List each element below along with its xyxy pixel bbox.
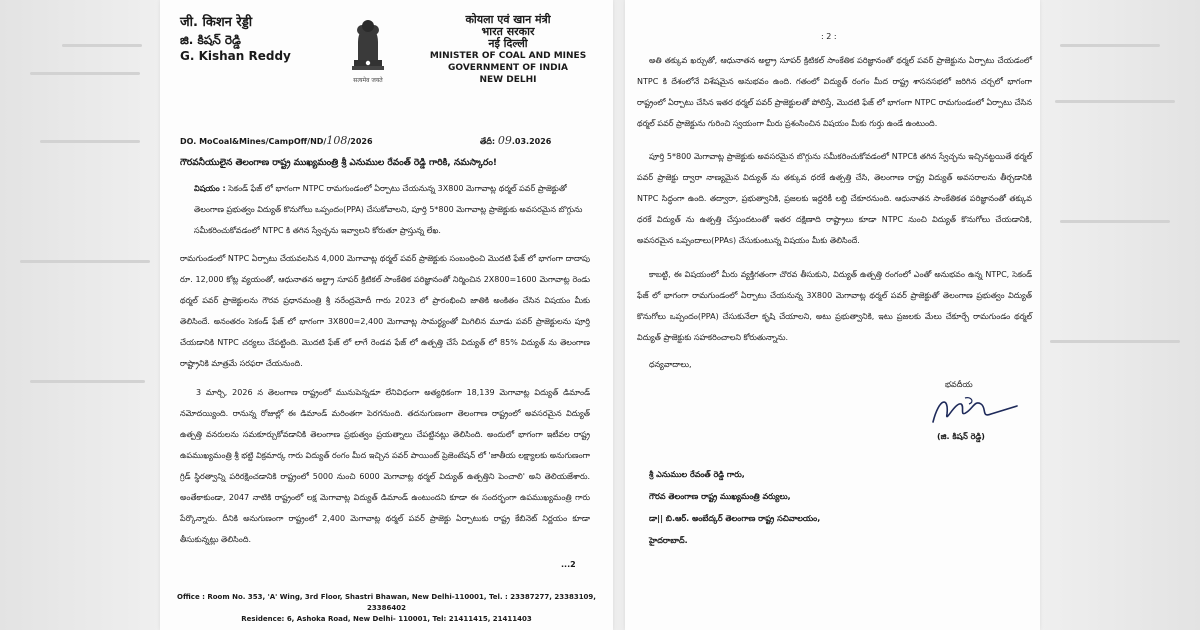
background-ghost-text — [62, 44, 142, 47]
residence-address — [160, 614, 613, 625]
reference-year: /2026 — [347, 137, 373, 146]
office-address — [160, 592, 613, 614]
background-ghost-text — [20, 260, 150, 263]
address-line: గౌరవ తెలంగాణ రాష్ట్ర ముఖ్యమంత్రి వర్యులు, — [649, 492, 791, 501]
subject-block — [194, 178, 589, 241]
closing-thanks: ధన్యవాదాలు, — [649, 360, 692, 369]
page-number: : 2 : — [821, 32, 837, 41]
background-ghost-text — [1050, 340, 1180, 343]
reference-prefix: DO. MoCoal&Mines/CampOff/ND/ — [180, 137, 327, 146]
address-line: శ్రీ ఎనుముల రేవంత్ రెడ్డి గారు, — [649, 470, 745, 479]
recipient-address — [649, 464, 820, 552]
residence-label: Residence: — [241, 615, 285, 623]
body-paragraph-2: 3 మార్చి, 2026 న తెలంగాణ రాష్ట్రంలో మునుపెన్నడూ లేనివిధంగా అత్యధికంగా 18,139 మెగావాట్ల విద్యుత్ డిమాండ్ నమోదయ్యింది. రానున్న రోజుల్లో ఈ డిమాండ్ మరింతగా పెరగనుంది. తదనుగుణంగా తెలంగాణ రాష్ట్రంలో అవసరమైన విద్యుత్ ఉత్పత్తి వనరులను సమకూర్చుకోవడానికి తెలంగాణ ప్రభుత్వం ప్రయత్నాలు చేపట్టినట్లు తెలిసింది. అందులో భాగంగా ఇటీవల రాష్ట్ర ఉపముఖ్యమంత్రి శ్రీ భట్టి విక్రమార్క గారు విద్యుత్ రంగం మీద ఇచ్చిన పవర్ పాయింట్ ప్రెజెంటేషన్ లో 'జాతీయ లక్ష్యాలకు అనుగుణంగా గ్రిడ్ స్థిరత్వాన్ని పరిరక్షించడానికి రాష్ట్రంలో 5000 నుంచి 6000 మెగావాట్ల థర్మల్ విద్యుత్ ఉత్పత్తిని పెంచాలి' అని తెలియజేశారు. అంతేకాకుండా, 2047 నాటికి రాష్ట్రంలో లక్ష మెగావాట్ల విద్యుత్ డిమాండ్ ఉంటుందని కూడా ఈ సందర్భంగా ఉపముఖ్యమంత్రి గారు పేర్కొన్నారు. దీనికి అనుగుణంగా రాష్ట్రంలో 2,400 మెగావాట్ల థర్మల్ పవర్ ప్రాజెక్టు ఏర్పాటుకు రాష్ట్ర కేబినెట్ నిర్ణయం కూడా తీసుకున్నట్లు తెలిసింది. — [180, 388, 590, 544]
background-left — [0, 0, 160, 630]
subject-text: సెకండ్ ఫేజ్ లో భాగంగా NTPC రామగుండంలో ఏర్పాటు చేయనున్న 3X800 మెగావాట్ల థర్మల్ పవర్ ప్రాజెక్టుతో తెలంగాణ ప్రభుత్వం విద్యుత్ కొనుగోలు ఒప్పందం(PPA) చేసుకోవాలని, పూర్తి 5*800 మెగావాట్ల ప్రాజెక్టుకు అవసరమైన బొగ్గును సమీకరించుకోవడంలో NTPC కి తగిన స్వేచ్ఛను ఇవ్వాలని కోరుతూ ప్రాస్తున్న లేఖ. — [194, 184, 583, 235]
city-english: NEW DELHI — [479, 75, 537, 85]
office-text: Room No. 353, 'A' Wing, 3rd Floor, Shastri Bhawan, New Delhi-110001, Tel. : 23387277, 23383109, 23386402 — [207, 593, 596, 612]
reference-handwritten-number: 108 — [326, 134, 348, 147]
background-right — [1040, 0, 1200, 630]
background-ghost-text — [1060, 44, 1160, 47]
background-ghost-text — [1055, 100, 1175, 103]
body-paragraph-5: కాబట్టి, ఈ విషయంలో మీరు వ్యక్తిగతంగా చొరవ తీసుకుని, విద్యుత్ ఉత్పత్తి రంగంలో ఎంతో అనుభవం ఉన్న NTPC, సెకండ్ ఫేజ్ లో భాగంగా రామగుండంలో ఏర్పాటు చేయనున్న 3X800 మెగావాట్ల థర్మల్ పవర్ ప్రాజెక్టుతో తెలంగాణ ప్రభుత్వం విద్యుత్ కొనుగోలు ఒప్పందం(PPA) చేసుకునేలా కృషి చేయాలని, అటు ప్రభుత్వానికి, ఇటు ప్రజలకు మేలు చేకూర్చే రామగుండం థర్మల్ విద్యుత్ ప్రాజెక్టుకు సహకరించాలని కోరుతున్నాను. — [637, 270, 1032, 342]
name-hindi: जी. किशन रेड्डी — [180, 15, 253, 30]
background-ghost-text — [40, 140, 140, 143]
letter-page-2 — [625, 0, 1040, 630]
date-rest: .03.2026 — [511, 137, 552, 146]
salutation: గౌరవనీయులైన తెలంగాణ రాష్ట్ర ముఖ్యమంత్రి శ్రీ ఎనుముల రేవంత్ రెడ్డి గారికి, నమస్కారం! — [180, 158, 498, 168]
letterhead-office-block — [428, 14, 588, 86]
signature-icon — [925, 392, 1025, 428]
letter-date — [480, 134, 551, 148]
office-label: Office : — [177, 593, 205, 601]
letterhead-name-block — [180, 14, 291, 65]
closing-yours: భవదీయ — [945, 380, 973, 389]
signer-name: (జి. కిషన్ రెడ్డి) — [937, 432, 985, 441]
body-paragraph-3: అతి తక్కువ ఖర్చుతో, ఆధునాతన అల్ట్రా సూపర్ క్రిటికల్ సాంకేతిక పరిజ్ఞానంతో థర్మల్ పవర్ ప్రాజెక్టును ఏర్పాటు చేయడంలో NTPC కి దేశంలోనే విశేషమైన అనుభవం ఉంది. గతంలో విద్యుత్ రంగం మీద రాష్ట్ర శాసనసభలో జరిగిన చర్చలో భాగంగా రాష్ట్రంలో ఏర్పాటు చేసిన ఇతర థర్మల్ పవర్ ప్రాజెక్టులతో పోలిస్తే, మొదటి ఫేజ్ లో భాగంగా NTPC రామగుండంలో ఏర్పాటు చేసిన థర్మల్ పవర్ ప్రాజెక్టును గురించి స్వయంగా మీరు ప్రశంసించిన విషయం మీకు గుర్తు ఉండే ఉంటుంది. — [637, 56, 1032, 128]
title-english: MINISTER OF COAL AND MINES — [429, 51, 587, 61]
letter-page-1 — [160, 0, 613, 630]
address-line: డా|| బి.ఆర్. అంబేద్కర్ తెలంగాణ రాష్ట్ర సచివాలయం, — [649, 514, 821, 523]
reference-number — [180, 134, 373, 147]
address-line: హైదరాబాద్. — [649, 536, 688, 545]
background-ghost-text — [30, 72, 140, 75]
govt-hindi: भारत सरकार — [481, 25, 535, 38]
emblem-caption: सत्यमेव जयते — [353, 77, 383, 84]
date-label: తేదీ: — [480, 137, 496, 146]
background-ghost-text — [1060, 220, 1170, 223]
background-ghost-text — [30, 380, 145, 383]
body-paragraph-1: రామగుండంలో NTPC ఏర్పాటు చేయవలసిన 4,000 మెగావాట్ల థర్మల్ పవర్ ప్రాజెక్టుకు సంబంధించి మొదటి ఫేజ్ లో భాగంగా దాదాపు రూ. 12,000 కోట్ల వ్యయంతో, ఆధునాతన అల్ట్రా సూపర్ క్రిటికల్ సాంకేతిక పరిజ్ఞానంతో నిర్మించిన 2X800=1600 మెగావాట్ల రెండు థర్మల్ పవర్ ప్రాజెక్టులను గౌరవ ప్రధానమంత్రి శ్రీ నరేంద్రమోదీ గారు 2023 లో ప్రారంభించి జాతికి అంకితం చేసిన విషయం మీకు తెలిసిందే. అనంతరం సెకండ్ ఫేజ్ లో భాగంగా 3X800=2,400 మెగావాట్ల సామర్థ్యంతో మిగిలిన మూడు పవర్ ప్రాజెక్టులను పూర్తి చేయడానికి NTPC చర్యలు చేపట్టింది. మొదటి ఫేజ్ లో లాగే రెండవ ఫేజ్ లో ఉత్పత్తి చేసే విద్యుత్ లో 85% విద్యుత్ ను తెలంగాణ రాష్ట్రానికి మాత్రమే సరఫరా చేయనుంది. — [180, 254, 590, 368]
subject-label: విషయం : — [194, 184, 226, 193]
date-handwritten-day: 09 — [497, 134, 512, 147]
govt-english: GOVERNMENT OF INDIA — [448, 63, 568, 73]
name-english: G. Kishan Reddy — [180, 49, 291, 63]
residence-text: 6, Ashoka Road, New Delhi- 110001, Tel: 21411415, 21411403 — [286, 615, 532, 623]
letter-footer — [160, 592, 613, 625]
title-hindi: कोयला एवं खान मंत्री — [465, 13, 551, 26]
body-paragraph-4: పూర్తి 5*800 మెగావాట్ల ప్రాజెక్టుకు అవసరమైన బొగ్గును సమీకరించుకోవడంలో NTPCకి తగిన స్వేచ్ఛను ఇచ్చినట్టయితే థర్మల్ పవర్ ప్రాజెక్టు ద్వారా నాణ్యమైన విద్యుత్ ను తక్కువ ధరకే ఉత్పత్తి చేసి, తెలంగాణ రాష్ట్ర విద్యుత్ అవసరాలను తీర్చడానికి NTPC సిద్ధంగా ఉంది. తద్వారా, ప్రభుత్వానికి, ప్రజలకు ఇద్దరికీ లబ్ది చేకూరనుంది. ఆధునాతన సాంకేతికత పరిజ్ఞానంతో తక్కువ ధరకే విద్యుత్ ను ఉత్పత్తి చేస్తుందటంతో ఇతర దక్షిణాది రాష్ట్రాలు కూడా NTPC నుంచి విద్యుత్ కొనుగోలు చేయడానికి, అవసరమైన ఒప్పందాలు(PPAs) చేసుకుంటున్న విషయం మీకు తెలిసిందే. — [637, 152, 1032, 245]
page-continuation-marker: ...2 — [561, 560, 576, 569]
name-telugu: జి. కిషన్ రెడ్డి — [180, 33, 241, 47]
national-emblem-icon — [348, 16, 388, 76]
city-hindi: नई दिल्ली — [488, 37, 528, 50]
